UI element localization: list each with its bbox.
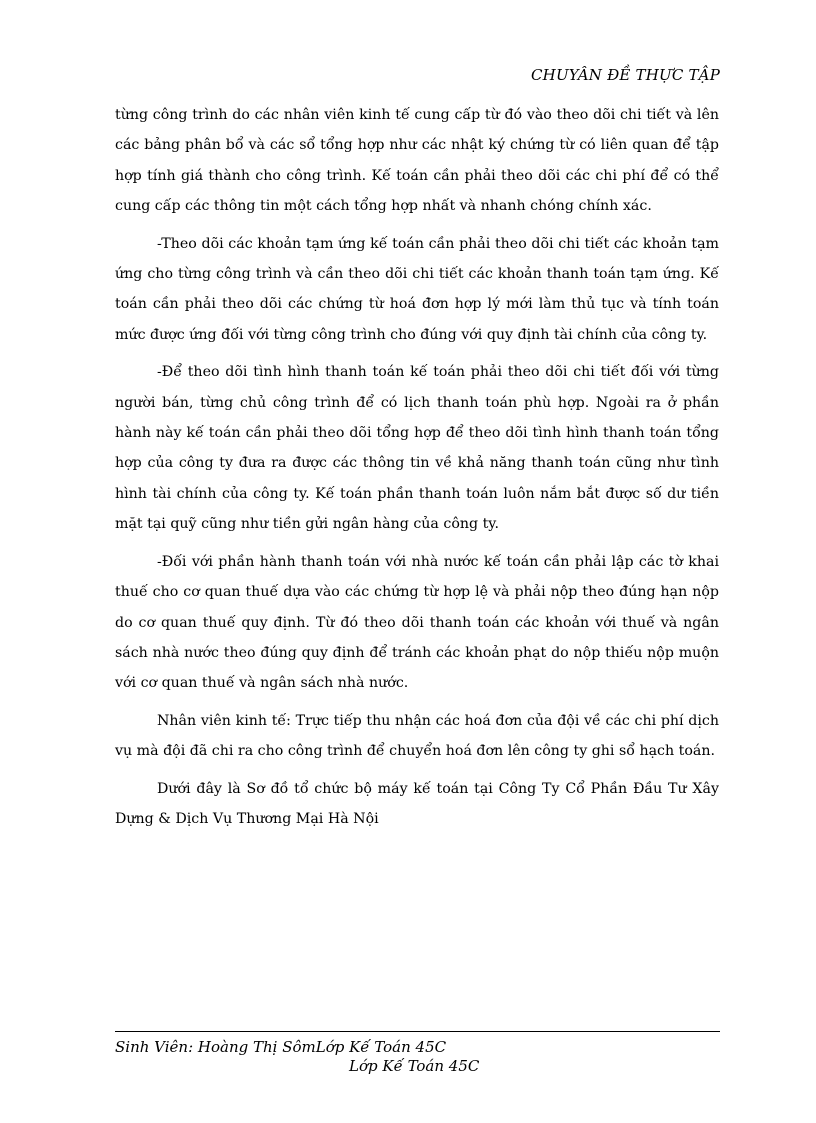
footer-class: Lớp Kế Toán 45C — [349, 1057, 480, 1075]
paragraph-advance-payments: -Theo dõi các khoản tạm ứng kế toán cần phải theo dõi chi tiết các khoản tạm ứng cho từng công trình và cần theo dõi chi tiết các khoản thanh toán tạm ứng. Kế toán cần phải theo dõi các chứng từ hoá đơn hợp lý mới làm thủ tục và tính toán mức được ứng đối với từng công trình cho đúng với quy định tài chính của công ty. — [115, 235, 719, 343]
document-body — [115, 100, 719, 841]
paragraph-org-chart-intro: Dưới đây là Sơ đồ tổ chức bộ máy kế toán tại Công Ty Cổ Phần Đầu Tư Xây Dựng & Dịch Vụ Thương Mại Hà Nội — [115, 780, 719, 827]
footer-divider — [115, 1031, 720, 1032]
paragraph-state-payments: -Đối với phần hành thanh toán với nhà nước kế toán cần phải lập các tờ khai thuế cho cơ quan thuế dựa vào các chứng từ hợp lệ và phải nộp theo đúng hạn nộp do cơ quan thuế quy định. Từ đó theo dõi thanh toán các khoản với thuế và ngân sách nhà nước theo đúng quy định để tránh các khoản phạt do nộp thiếu nộp muộn với cơ quan thuế và ngân sách nhà nước. — [115, 553, 719, 692]
page-header-title: CHUYÂN ĐỀ THỰC TẬP — [531, 66, 720, 84]
paragraph-continuation: từng công trình do các nhân viên kinh tế cung cấp từ đó vào theo dõi chi tiết và lên các bảng phân bổ và các sổ tổng hợp như các nhật ký chứng từ có liên quan để tập hợp tính giá thành cho công trình. Kế toán cần phải theo dõi các chi phí để có thể cung cấp các thông tin một cách tổng hợp nhất và nhanh chóng chính xác. — [115, 107, 719, 215]
footer-student-name: Sinh Viên: Hoàng Thị SômLớp Kế Toán 45C — [115, 1038, 447, 1056]
paragraph-economic-staff: Nhân viên kinh tế: Trực tiếp thu nhận các hoá đơn của đội về các chi phí dịch vụ mà đội đã chi ra cho công trình để chuyển hoá đơn lên công ty ghi sổ hạch toán. — [115, 712, 719, 760]
paragraph-payment-tracking: -Để theo dõi tình hình thanh toán kế toán phải theo dõi chi tiết đối với từng người bán, từng chủ công trình để có lịch thanh toán phù hợp. Ngoài ra ở phần hành này kế toán cần phải theo dõi tổng hợp để theo dõi tình hình thanh toán tổng hợp của công ty đưa ra được các thông tin về khả năng thanh toán cũng như tình hình tài chính của công ty. Kế toán phần thanh toán luôn nắm bắt được số dư tiền mặt tại quỹ cũng như tiền gửi ngân hàng của công ty. — [115, 364, 719, 533]
